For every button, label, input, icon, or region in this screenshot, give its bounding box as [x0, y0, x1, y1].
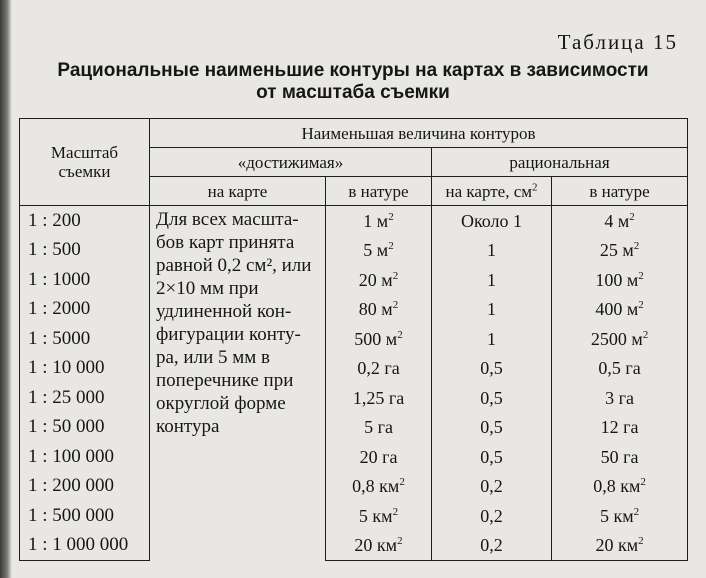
cell-rational-on-map: 1: [432, 265, 552, 295]
table-row: [20, 295, 688, 325]
contours-table: [19, 118, 688, 561]
cell-achievable-in-nature: 20 $км^2$: [326, 531, 432, 561]
cell-rational-on-map: 1: [432, 236, 552, 266]
table-row: [20, 442, 688, 472]
cell-achievable-in-nature: 1 $м^2$: [326, 206, 432, 236]
header-achievable: «достижимая»: [150, 148, 432, 177]
cell-rational-in-nature: 25 $м^2$: [552, 236, 688, 266]
cell-scale: 1 : 100 000: [20, 442, 150, 472]
table-row: [20, 236, 688, 266]
header-scale-line-1: Масштаб: [50, 143, 119, 162]
cell-achievable-on-map-note: Для всех масшта-бов карт принята равной 0,2 см², или 2×10 мм при удлиненной кон-фигурации конту-ра, или 5 мм в поперечнике при округлой форме контура: [150, 206, 326, 561]
cell-rational-in-nature: 400 $м^2$: [552, 295, 688, 325]
table-row: [20, 531, 688, 561]
cell-rational-in-nature: 0,5 га: [552, 354, 688, 384]
cell-achievable-in-nature: 1,25 га: [326, 383, 432, 413]
table-row: [20, 354, 688, 384]
cell-achievable-in-nature: 20 га: [326, 442, 432, 472]
cell-rational-in-nature: 12 га: [552, 413, 688, 443]
header-scale-line-2: съемки: [58, 162, 111, 181]
cell-achievable-in-nature: 500 $м^2$: [326, 324, 432, 354]
table-row: [20, 324, 688, 354]
cell-scale: 1 : 500: [20, 236, 150, 266]
cell-rational-in-nature: 100 $м^2$: [552, 265, 688, 295]
title-line-2: от масштаба съемки: [256, 82, 450, 103]
cell-rational-in-nature: 0,8 $км^2$: [552, 472, 688, 502]
cell-scale: 1 : 1 000 000: [20, 531, 150, 561]
cell-scale: 1 : 200 000: [20, 472, 150, 502]
table-row: [20, 413, 688, 443]
cell-achievable-in-nature: 0,8 $км^2$: [326, 472, 432, 502]
table-row: [20, 501, 688, 531]
table-title: [0, 60, 706, 104]
header-rational-on-map: на карте, $см^2$: [432, 177, 552, 206]
table-row: [20, 265, 688, 295]
cell-scale: 1 : 5000: [20, 324, 150, 354]
cell-rational-on-map: 0,2: [432, 531, 552, 561]
cell-rational-on-map: 1: [432, 324, 552, 354]
header-scale: [20, 119, 150, 206]
cell-achievable-in-nature: 0,2 га: [326, 354, 432, 384]
header-rational: рациональная: [432, 148, 688, 177]
header-achievable-in-nature: в натуре: [326, 177, 432, 206]
cell-rational-on-map: 1: [432, 295, 552, 325]
cell-rational-on-map: 0,5: [432, 383, 552, 413]
cell-scale: 1 : 25 000: [20, 383, 150, 413]
cell-achievable-in-nature: 80 $м^2$: [326, 295, 432, 325]
cell-rational-on-map: 0,2: [432, 501, 552, 531]
cell-achievable-in-nature: 5 га: [326, 413, 432, 443]
cell-rational-on-map: 0,2: [432, 472, 552, 502]
cell-scale: 1 : 1000: [20, 265, 150, 295]
cell-achievable-in-nature: 5 $км^2$: [326, 501, 432, 531]
cell-scale: 1 : 10 000: [20, 354, 150, 384]
cell-scale: 1 : 500 000: [20, 501, 150, 531]
table-number: Таблица 15: [557, 30, 678, 54]
cell-scale: 1 : 2000: [20, 295, 150, 325]
table-row: [20, 383, 688, 413]
header-smallest-contour: Наименьшая величина контуров: [150, 119, 688, 148]
cell-rational-in-nature: 5 $км^2$: [552, 501, 688, 531]
cell-achievable-in-nature: 5 $м^2$: [326, 236, 432, 266]
cell-rational-in-nature: 20 $км^2$: [552, 531, 688, 561]
cell-rational-on-map: Около 1: [432, 206, 552, 236]
cell-achievable-in-nature: 20 $м^2$: [326, 265, 432, 295]
cell-scale: 1 : 200: [20, 206, 150, 236]
header-achievable-on-map: на карте: [150, 177, 326, 206]
cell-rational-in-nature: 3 га: [552, 383, 688, 413]
header-rational-in-nature: в натуре: [552, 177, 688, 206]
cell-rational-on-map: 0,5: [432, 413, 552, 443]
table-row: [20, 206, 688, 236]
table-row: [20, 472, 688, 502]
cell-rational-on-map: 0,5: [432, 442, 552, 472]
cell-rational-in-nature: 2500 $м^2$: [552, 324, 688, 354]
cell-rational-in-nature: 50 га: [552, 442, 688, 472]
cell-scale: 1 : 50 000: [20, 413, 150, 443]
cell-rational-on-map: 0,5: [432, 354, 552, 384]
cell-rational-in-nature: 4 $м^2$: [552, 206, 688, 236]
title-line-1: Рациональные наименьшие контуры на картах в зависимости: [57, 60, 649, 81]
